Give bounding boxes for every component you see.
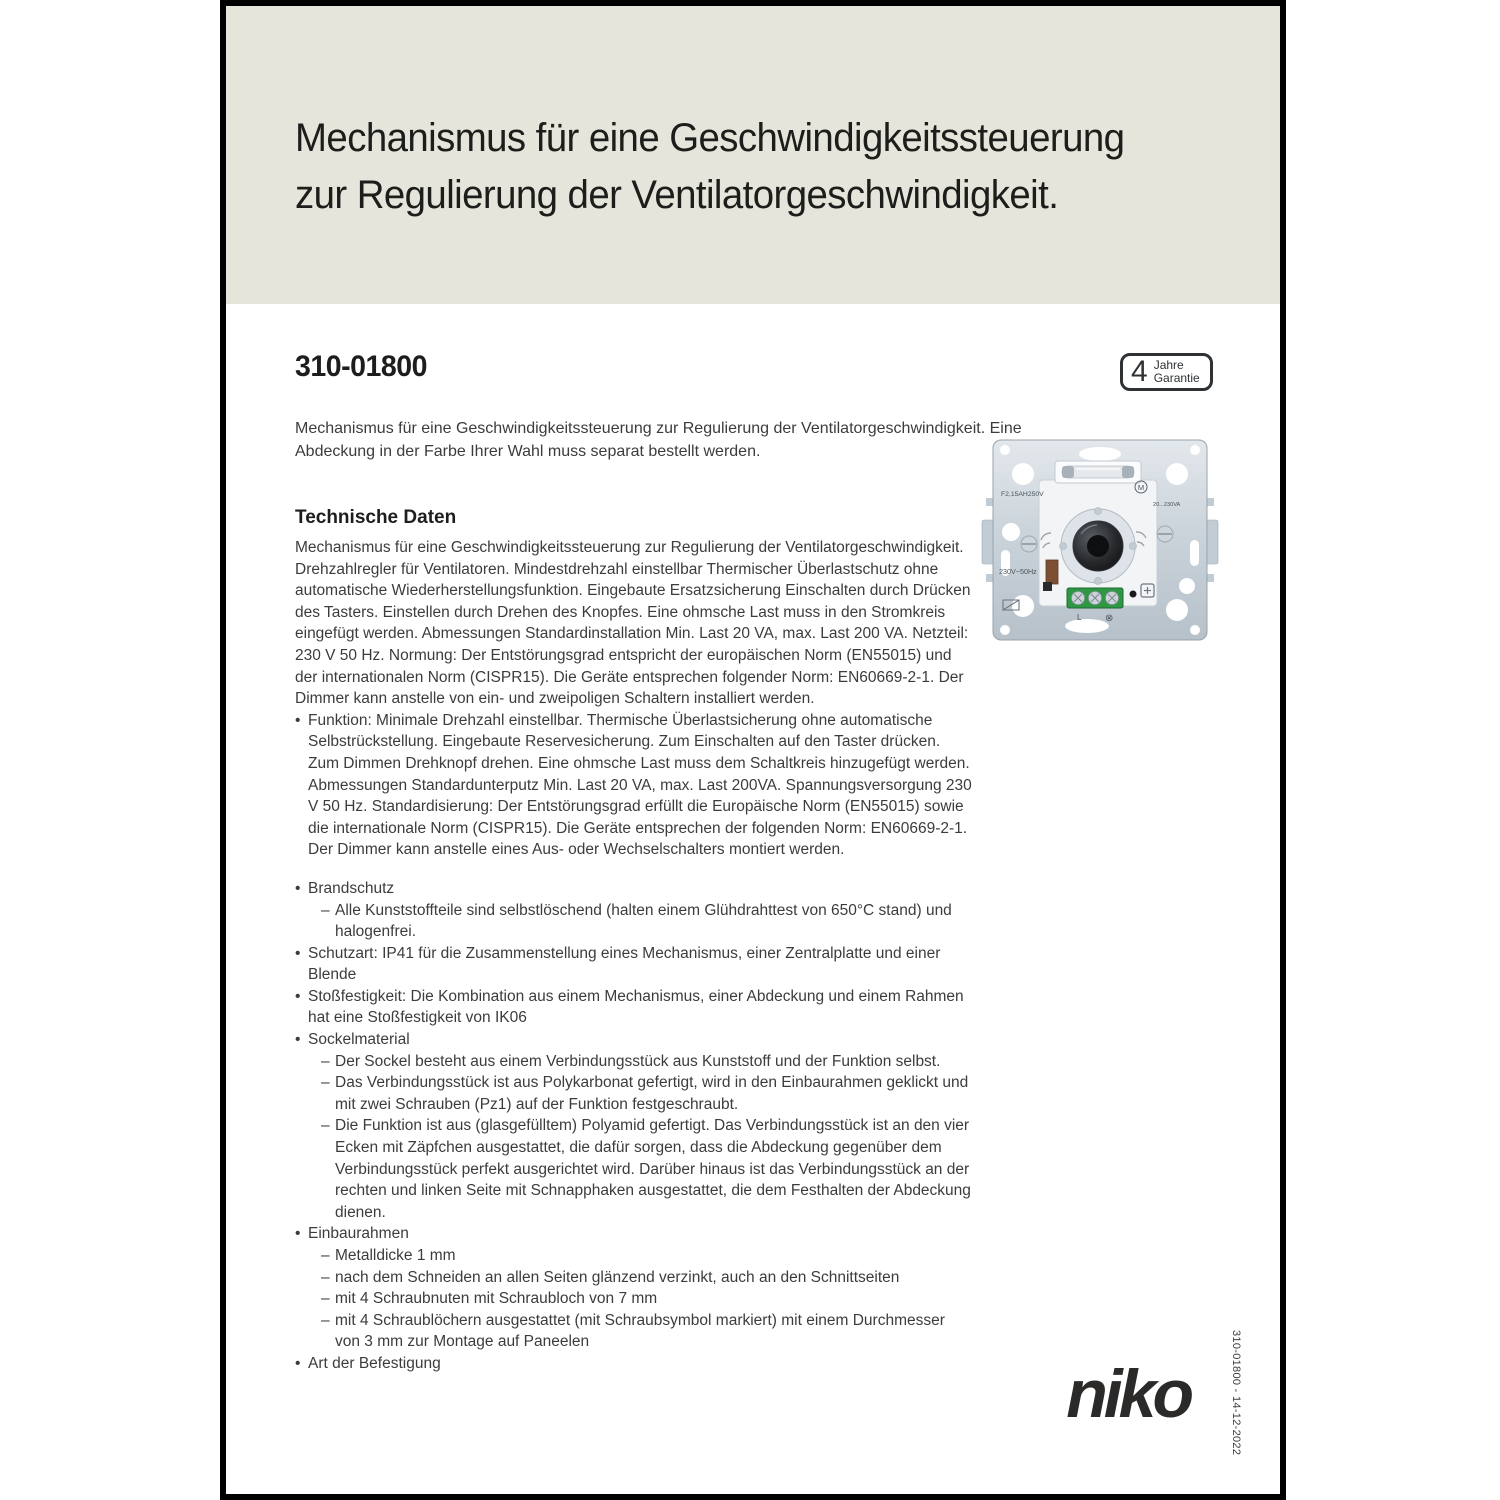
- tech-item-text: mit 4 Schraubnuten mit Schraubloch von 7 mm: [335, 1290, 658, 1308]
- warranty-badge: [1120, 353, 1213, 391]
- header-band: [226, 6, 1280, 304]
- bullet-marker: •: [295, 1225, 301, 1243]
- tech-item-text: mit 4 Schraublöchern ausgestattet (mit Schraubsymbol markiert) mit einem Durchmesser von 3 mm zur Montage auf Paneelen: [335, 1311, 945, 1351]
- tech-item-text: Sockelmaterial: [308, 1031, 410, 1049]
- warranty-labels: [1154, 359, 1200, 386]
- tech-list: [295, 710, 973, 1375]
- bullet-marker: •: [295, 879, 301, 897]
- voltage-label: 230V~50Hz: [999, 567, 1037, 576]
- bullet-marker: –: [321, 1268, 330, 1286]
- tech-list-item: [295, 900, 973, 943]
- tech-list-item: [295, 1223, 973, 1245]
- bullet-marker: –: [321, 1052, 330, 1070]
- tech-list-item: [295, 1267, 973, 1289]
- tech-item-text: Der Sockel besteht aus einem Verbindungsstück aus Kunststoff und der Funktion selbst.: [335, 1052, 941, 1070]
- tech-data-body: [295, 537, 973, 1375]
- tech-list-item: [295, 1288, 973, 1310]
- load-symbol-label: ⊗: [1105, 613, 1114, 624]
- bullet-marker: –: [321, 1247, 330, 1264]
- tech-list-item: [295, 1310, 973, 1353]
- bullet-marker: •: [295, 711, 301, 729]
- tech-item-text: nach dem Schneiden an allen Seiten glänzend verzinkt, auch an den Schnittseiten: [335, 1268, 900, 1286]
- warranty-label-line1: Jahre: [1153, 357, 1184, 372]
- page-title-line2: zur Regulierung der Ventilatorgeschwindigkeit.: [295, 173, 1059, 217]
- tech-item-text: Art der Befestigung: [308, 1354, 441, 1372]
- product-description: Mechanismus für eine Geschwindigkeitssteuerung zur Regulierung der Ventilatorgeschwindigkeit. Eine Abdeckung in der Farbe Ihrer Wahl muss separat bestellt werden.: [295, 420, 1022, 460]
- page-title: [295, 110, 1124, 224]
- motor-mark-label: M: [1137, 482, 1145, 492]
- tech-list-item: [295, 1245, 973, 1267]
- tech-item-text: Schutzart: IP41 für die Zusammenstellung eines Mechanismus, einer Zentralplatte und einer Blende: [308, 944, 941, 984]
- bullet-marker: •: [295, 944, 301, 962]
- tech-list-item: [295, 943, 973, 986]
- product-image: [981, 434, 1219, 648]
- tech-list-item: [295, 878, 973, 900]
- document-reference: 310-01800 - 14-12-2022: [1230, 1330, 1242, 1456]
- bullet-marker: •: [295, 987, 301, 1005]
- bullet-marker: –: [321, 1311, 330, 1329]
- tech-list-item: [295, 1072, 973, 1115]
- product-number: 310-01800: [295, 350, 428, 383]
- tech-item-text: Die Funktion ist aus (glasgefülltem) Polyamid gefertigt. Das Verbindungsstück ist an den vier Ecken mit Zäpfchen ausgestattet, die dafür sorgen, dass die Abdeckung gegenüber dem Verbindungsstück perfekt ausgerichtet wird. Darüber hinaus ist das Verbindungsstück an der rechten und linken Seite mit Schnapphaken ausgestattet, die dem Festhalten der Abdeckung dienen.: [335, 1117, 971, 1221]
- tech-item-text: Metalldicke 1 mm: [335, 1247, 456, 1264]
- bullet-marker: –: [321, 1290, 330, 1308]
- warranty-years: 4: [1131, 355, 1148, 388]
- tech-list-item: [295, 986, 973, 1029]
- tech-item-text: Stoßfestigkeit: Die Kombination aus einem Mechanismus, einer Abdeckung und einem Rahmen hat eine Stoßfestigkeit von IK06: [308, 987, 964, 1027]
- fuse-rating-label: F2,15AH250V: [1001, 491, 1044, 498]
- bullet-marker: –: [321, 1074, 330, 1092]
- tech-list-item: [295, 1051, 973, 1073]
- datasheet-page: [220, 0, 1286, 1500]
- warranty-label-line2: Garantie: [1153, 371, 1200, 385]
- tech-paragraph: Mechanismus für eine Geschwindigkeitssteuerung zur Regulierung der Ventilatorgeschwindigkeit. Drehzahlregler für Ventilatoren. Mindestdrehzahl einstellbar Thermischer Überlastschutz ohne automatische Wiederherstellungsfunktion. Eingebaute Ersatzsicherung Einschalten durch Drücken des Tasters. Einstellen durch Drehen des Knopfes. Eine ohmsche Last muss in den Stromkreis eingefügt werden. Abmessungen Standardinstallation Min. Last 20 VA, max. Last 200 VA. Netzteil: 230 V 50 Hz. Normung: Der Entstörungsgrad entspricht der europäischen Norm (EN55015) und der internationalen Norm (CISPR15). Die Geräte entsprechen folgender Norm: EN60669-2-1. Der Dimmer kann anstelle von ein- und zweipoligen Schaltern installiert werden.: [295, 539, 971, 708]
- tech-item-text: Einbaurahmen: [308, 1225, 409, 1243]
- tech-list-item: [295, 1353, 973, 1375]
- tech-item-text: Brandschutz: [308, 879, 395, 897]
- tech-list-item: [295, 1029, 973, 1051]
- tech-list-item: [295, 710, 973, 861]
- page-title-line1: Mechanismus für eine Geschwindigkeitssteuerung: [295, 116, 1125, 160]
- bullet-marker: •: [295, 1031, 301, 1049]
- tech-item-text: Alle Kunststoffteile sind selbstlöschend (halten einem Glühdrahttest von 650°C stand) und halogenfrei.: [335, 901, 952, 941]
- tech-list-item: [295, 1115, 973, 1223]
- tech-data-heading: Technische Daten: [295, 507, 457, 528]
- bullet-marker: –: [321, 1117, 330, 1135]
- bullet-marker: •: [295, 1354, 301, 1372]
- bullet-marker: –: [321, 901, 330, 919]
- niko-logo: niko: [1066, 1356, 1190, 1432]
- load-range-label: 20...230VA: [1153, 502, 1181, 508]
- terminal-l-label: L: [1077, 613, 1082, 622]
- tech-item-text: Funktion: Minimale Drehzahl einstellbar. Thermische Überlastsicherung ohne automatische Selbstrückstellung. Eingebaute Reservesicherung. Zum Einschalten auf den Taster drücken. Zum Dimmen Drehknopf drehen. Eine ohmsche Last muss dem Schaltkreis hinzugefügt werden. Abmessungen Standardunterputz Min. Last 20 VA, max. Last 200VA. Spannungsversorgung 230 V 50 Hz. Standardisierung: Der Entstörungsgrad erfüllt die Europäische Norm (EN55015) sowie die internationale Norm (CISPR15). Die Geräte entsprechen der folgenden Norm: EN60669-2-1. Der Dimmer kann anstelle eines Aus- oder Wechselschalters montiert werden.: [308, 711, 972, 859]
- tech-item-text: Das Verbindungsstück ist aus Polykarbonat gefertigt, wird in den Einbaurahmen geklickt und mit zwei Schrauben (Pz1) auf der Funktion festgeschraubt.: [335, 1074, 969, 1113]
